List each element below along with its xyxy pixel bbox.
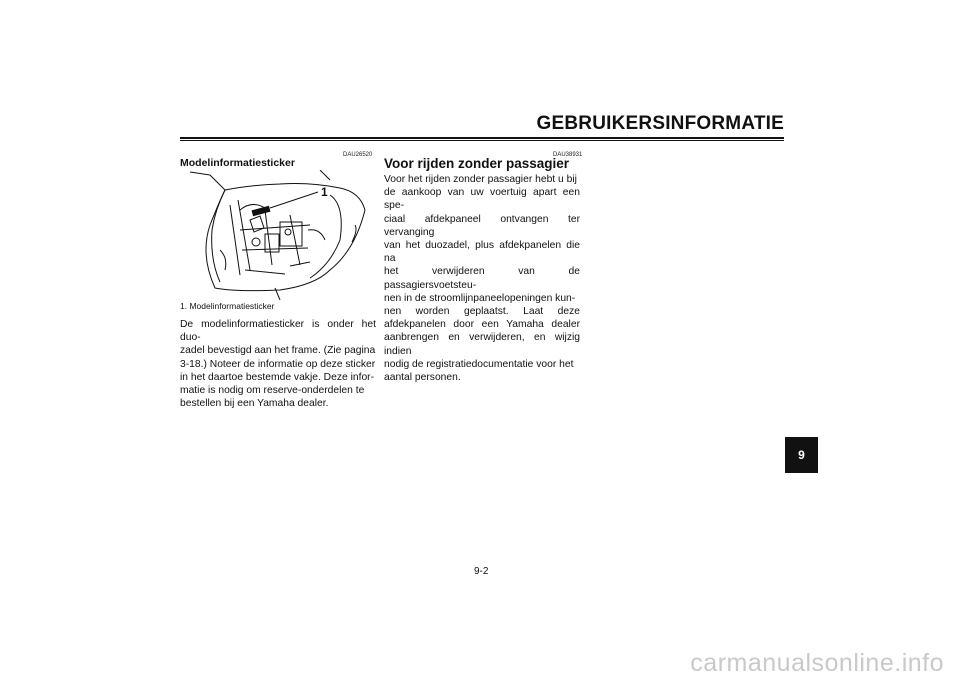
right-body-text: Voor het rijden zonder passagier hebt u bij de aankoop van uw voertuig apart een spe- ciaal afdekpaneel ontvangen ter vervanging van het duozadel, plus afdekpanelen die na het verwijderen van de passagiersvoetsteu- nen in de stroomlijnpaneelopeningen kun- nen worden geplaatst. Laat deze afdekpanelen door een Yamaha dealer aanbrengen en verwijderen, en wijzig indien nodig de registratiedocumentatie voor het aantal personen. bbox=[384, 174, 580, 384]
illustration-callout-number: 1 bbox=[321, 185, 328, 199]
sticker-location-illustration bbox=[180, 170, 375, 300]
header-divider-thin bbox=[180, 140, 784, 141]
sticker-mark bbox=[252, 206, 271, 216]
header-divider bbox=[180, 137, 784, 139]
page-title: GEBRUIKERSINFORMATIE bbox=[536, 113, 784, 134]
watermark: carmanualsonline.info bbox=[690, 649, 944, 677]
right-section-heading: Voor rijden zonder passagier bbox=[384, 156, 570, 171]
page-number: 9-2 bbox=[474, 566, 489, 577]
figure-caption: 1. Modelinformatiesticker bbox=[180, 301, 275, 311]
chapter-tab[interactable]: 9 bbox=[785, 437, 818, 473]
right-section-code: DAU38931 bbox=[553, 152, 583, 158]
left-section-code: DAU26520 bbox=[343, 152, 373, 158]
left-section-heading: Modelinformatiesticker bbox=[180, 157, 295, 169]
left-body-text: De modelinformatiesticker is onder het duo- zadel bevestigd aan het frame. (Zie pagina 3-18.) Noteer de informatie op deze sticker in het daartoe bestemde vakje. Deze infor- matie is nodig om reserve-onderdelen te bestellen bij een Yamaha dealer. bbox=[180, 319, 376, 410]
